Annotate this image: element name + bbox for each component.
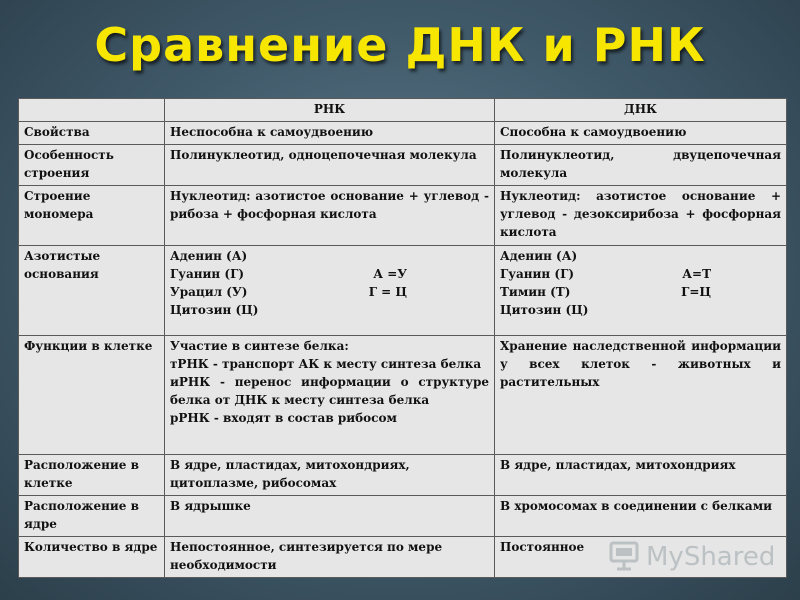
function-line: иРНК - перенос информации о структуре белка от ДНК к месту синтеза белка xyxy=(170,375,489,407)
rna-base-line xyxy=(170,265,489,283)
dna-base-line xyxy=(500,247,781,265)
table-row xyxy=(19,186,787,246)
function-line: Участие в синтезе белка: xyxy=(170,339,349,353)
dna-cell: Способна к самоудвоению xyxy=(495,122,787,145)
table-header-row xyxy=(19,99,787,122)
rna-cell xyxy=(165,246,495,336)
table-row xyxy=(19,496,787,537)
header-cell-empty xyxy=(19,99,165,122)
row-label: Расположение в ядре xyxy=(19,496,165,537)
base-pair xyxy=(407,301,489,319)
rna-cell: Нуклеотид: азотистое основание + углевод - рибоза + фосфорная кислота xyxy=(165,186,495,246)
rna-cell: Непостоянное, синтезируется по мере необходимости xyxy=(165,537,495,578)
base-name: Аденин (А) xyxy=(170,249,248,263)
row-label: Свойства xyxy=(19,122,165,145)
header-cell-rna: РНК xyxy=(165,99,495,122)
base-pair: А=Т xyxy=(682,267,711,281)
rna-base-line xyxy=(170,301,489,319)
rna-cell: В ядре, пластидах, митохондриях, цитоплазме, рибосомах xyxy=(165,455,495,496)
base-pair xyxy=(711,247,781,265)
presentation-board-icon xyxy=(608,539,640,575)
row-label: Строение мономера xyxy=(19,186,165,246)
watermark xyxy=(608,537,778,577)
base-pair: Г=Ц xyxy=(681,285,711,299)
row-label: Особенность строения xyxy=(19,145,165,186)
base-pair xyxy=(711,301,781,319)
dna-cell: В ядре, пластидах, митохондриях xyxy=(495,455,787,496)
table-row xyxy=(19,122,787,145)
header-cell-dna: ДНК xyxy=(495,99,787,122)
dna-cell: Хранение наследственной информации у всех клеток - животных и растительных xyxy=(495,336,787,455)
slide-title: Сравнение ДНК и РНК xyxy=(94,18,706,72)
comparison-table xyxy=(18,98,787,578)
rna-cell: В ядрышке xyxy=(165,496,495,537)
base-name: Аденин (А) xyxy=(500,249,578,263)
rna-cell: Полинуклеотид, одноцепочечная молекула xyxy=(165,145,495,186)
dna-cell: Постоянное xyxy=(495,537,787,578)
watermark-text: MyShared xyxy=(646,542,776,572)
base-pair: Г = Ц xyxy=(368,285,407,299)
row-label: Азотистые основания xyxy=(19,246,165,336)
base-pair: А =У xyxy=(373,267,407,281)
function-line: тРНК - транспорт АК к месту синтеза белка xyxy=(170,357,482,371)
rna-cell xyxy=(165,336,495,455)
row-label: Функции в клетке xyxy=(19,336,165,455)
table-row xyxy=(19,336,787,455)
base-name: Гуанин (Г) xyxy=(170,267,245,281)
rna-base-line xyxy=(170,247,489,265)
dna-base-line xyxy=(500,283,781,301)
dna-cell: Нуклеотид: азотистое основание + углевод - дезоксирибоза + фосфорная кислота xyxy=(495,186,787,246)
dna-cell: В хромосомах в соединении с белками xyxy=(495,496,787,537)
dna-base-line xyxy=(500,301,781,319)
base-name: Тимин (Т) xyxy=(500,285,571,299)
base-name: Цитозин (Ц) xyxy=(500,303,589,317)
dna-base-line xyxy=(500,265,781,283)
table-row xyxy=(19,246,787,336)
dna-cell xyxy=(495,246,787,336)
base-name: Гуанин (Г) xyxy=(500,267,575,281)
dna-cell: Полинуклеотид, двуцепочечная молекула xyxy=(495,145,787,186)
table-row xyxy=(19,455,787,496)
row-label: Расположение в клетке xyxy=(19,455,165,496)
base-name: Цитозин (Ц) xyxy=(170,303,259,317)
row-label: Количество в ядре xyxy=(19,537,165,578)
rna-cell: Неспособна к самоудвоению xyxy=(165,122,495,145)
table-row xyxy=(19,145,787,186)
rna-base-line xyxy=(170,283,489,301)
base-pair xyxy=(407,247,489,265)
function-line: рРНК - входят в состав рибосом xyxy=(170,411,397,425)
base-name: Урацил (У) xyxy=(170,285,248,299)
